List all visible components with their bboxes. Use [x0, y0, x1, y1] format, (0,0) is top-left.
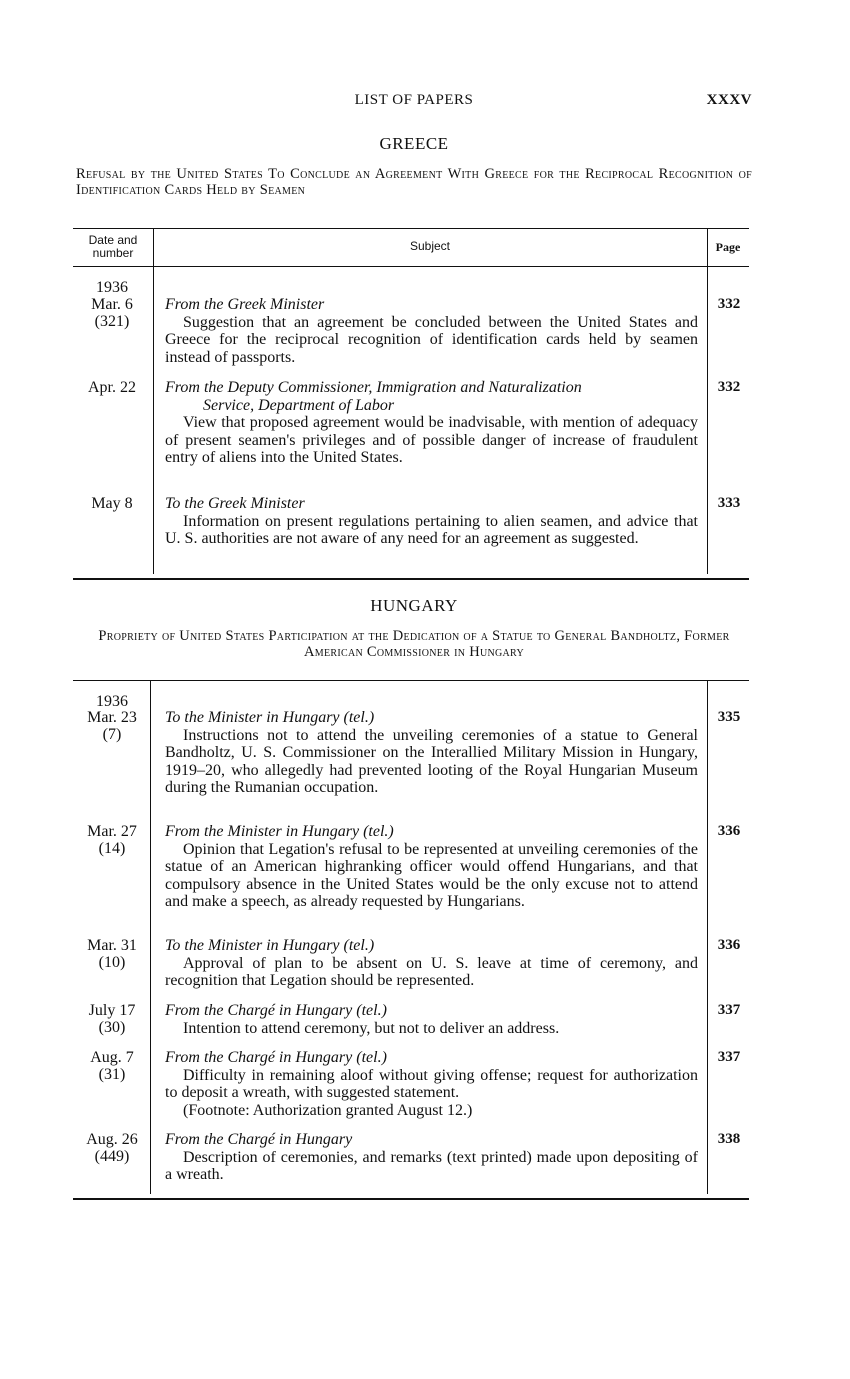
entry-page: 338 [717, 1131, 741, 1147]
entry-correspondent [165, 937, 698, 955]
table-greece [73, 228, 749, 580]
telegram-marker: (tel.) [343, 937, 375, 954]
entry-date-text: Mar. 23 [87, 709, 137, 726]
entry-subject [165, 495, 698, 548]
entry-page: 332 [717, 296, 741, 312]
entry-description: Description of ceremonies, and remarks (text printed) made upon depositing of a wreath. [165, 1148, 698, 1183]
country-heading-hungary: HUNGARY [370, 596, 458, 615]
entry-date [73, 823, 151, 857]
entry-description: Intention to attend ceremony, but not to deliver an address. [183, 1019, 560, 1037]
entry-date [73, 1049, 151, 1083]
entry-correspondent [165, 1131, 698, 1149]
section-title-greece: Refusal by the United States To Conclude an Agreement With Greece for the Reciprocal Recognition of Identification Cards Held by Seamen [76, 166, 752, 198]
entry-description: Difficulty in remaining aloof without giving offense; request for authorization to deposit a wreath, with suggested statement. [165, 1066, 698, 1101]
entry-correspondent-name: To the Minister in Hungary [165, 937, 340, 954]
entry-date [73, 709, 151, 743]
running-head [76, 92, 752, 112]
entry-subject [165, 379, 698, 467]
telegram-marker: (tel.) [363, 823, 394, 840]
entry-date-text: Apr. 22 [88, 379, 136, 396]
column-divider [707, 680, 708, 1194]
header-subject: Subject [409, 239, 451, 253]
entry-date-text: Mar. 31 [87, 937, 137, 954]
column-divider [707, 228, 708, 574]
entry-subject [165, 823, 698, 911]
year-label: 1936 [96, 693, 128, 710]
country-heading-greece: GREECE [379, 134, 449, 153]
entry-description: Information on present regulations pertaining to alien seamen, and advice that U. S. authorities are not aware of any need for an agreement as suggested. [165, 512, 698, 547]
section-title-hungary: Propriety of United States Participation at the Dedication of a Statue to General Bandholtz, Former American Commissioner in Hungary [98, 628, 730, 660]
entry-date [73, 1131, 151, 1165]
entry-date-text: Aug. 7 [90, 1049, 134, 1066]
entry-correspondent-name: To the Minister in Hungary [165, 709, 340, 726]
entry-number: (14) [98, 840, 126, 857]
entry-page: 336 [717, 937, 741, 953]
entry-subject [165, 296, 698, 366]
entry-subject [165, 1049, 698, 1119]
entry-correspondent: From the Deputy Commissioner, Immigration and Naturalization [165, 379, 582, 396]
table-hungary [73, 680, 749, 1202]
entry-description: Instructions not to attend the unveiling ceremonies of a statue to General Bandholtz, U. S. Commissioner on the Interallied Military Mission in Hungary, 1919–20, who allegedly had prevented looting of the Royal Hungarian Museum during the Rumanian occupation. [165, 726, 698, 796]
entry-subject [165, 709, 698, 797]
running-title: LIST OF PAPERS [354, 92, 474, 108]
column-divider [153, 228, 154, 574]
entry-number: (7) [102, 726, 122, 743]
entry-page: 337 [717, 1002, 741, 1018]
entry-subject [165, 1002, 698, 1037]
entry-correspondent [165, 1049, 698, 1067]
entry-correspondent-name: From the Chargé in Hungary [165, 1002, 353, 1019]
entry-number: (321) [94, 313, 130, 330]
header-page: Page [715, 240, 741, 254]
entry-page: 332 [717, 379, 741, 395]
entry-subject [165, 937, 698, 990]
entry-date-text: July 17 [88, 1002, 136, 1019]
table-top-rule [73, 680, 749, 681]
entry-description: View that proposed agreement would be inadvisable, with mention of adequacy of present seamen's privileges and of possible danger of increase of fraudulent entry of aliens into the United States. [165, 414, 698, 466]
telegram-marker: (tel.) [343, 709, 375, 726]
table-bottom-rule [73, 1198, 749, 1200]
entry-correspondent: From the Greek Minister [165, 296, 325, 313]
telegram-marker: (tel.) [356, 1049, 387, 1066]
year-label: 1936 [96, 279, 128, 296]
entry-date-text: May 8 [91, 495, 133, 512]
entry-date-text: Aug. 26 [86, 1131, 138, 1148]
entry-correspondent [165, 823, 698, 841]
entry-correspondent-name: From the Chargé in Hungary [165, 1131, 353, 1148]
entry-page: 336 [717, 823, 741, 839]
entry-correspondent-continued: Service, Department of Labor [203, 396, 395, 414]
header-bottom-rule [73, 266, 749, 267]
entry-description: Approval of plan to be absent on U. S. leave at time of ceremony, and recognition that Legation should be represented. [165, 954, 698, 989]
entry-correspondent [165, 709, 698, 727]
entry-page: 335 [717, 709, 741, 725]
entry-correspondent [165, 1002, 698, 1020]
entry-date [73, 495, 151, 512]
entry-page: 337 [717, 1049, 741, 1065]
header-date-number: Date and number [88, 233, 138, 260]
entry-description: Opinion that Legation's refusal to be represented at unveiling ceremonies of the statue of an American highranking officer would offend Hungarians, and that compulsory absence in the United States would be the only excuse not to attend and make a speech, as already requested by Hungarians. [165, 840, 698, 910]
table-bottom-rule [73, 578, 749, 580]
entry-correspondent-name: From the Chargé in Hungary [165, 1049, 353, 1066]
entry-number: (31) [98, 1066, 126, 1083]
entry-correspondent: To the Greek Minister [165, 495, 305, 512]
telegram-marker: (tel.) [356, 1002, 387, 1019]
entry-page: 333 [717, 495, 741, 511]
entry-footnote: (Footnote: Authorization granted August 12.) [183, 1101, 473, 1119]
entry-number: (449) [94, 1148, 130, 1165]
entry-date [73, 379, 151, 396]
entry-date-text: Mar. 6 [91, 296, 133, 313]
entry-subject [165, 1131, 698, 1184]
entry-date [73, 1002, 151, 1036]
table-top-rule [73, 228, 749, 229]
entry-description: Suggestion that an agreement be concluded between the United States and Greece for the reciprocal recognition of identification cards held by seamen instead of passports. [165, 313, 698, 366]
entry-date-text: Mar. 27 [87, 823, 137, 840]
entry-number: (30) [98, 1019, 126, 1036]
page-numeral: XXXV [706, 92, 752, 108]
entry-correspondent-name: From the Minister in Hungary [165, 823, 360, 840]
entry-date [73, 937, 151, 971]
entry-date [73, 296, 151, 330]
entry-number: (10) [98, 954, 126, 971]
